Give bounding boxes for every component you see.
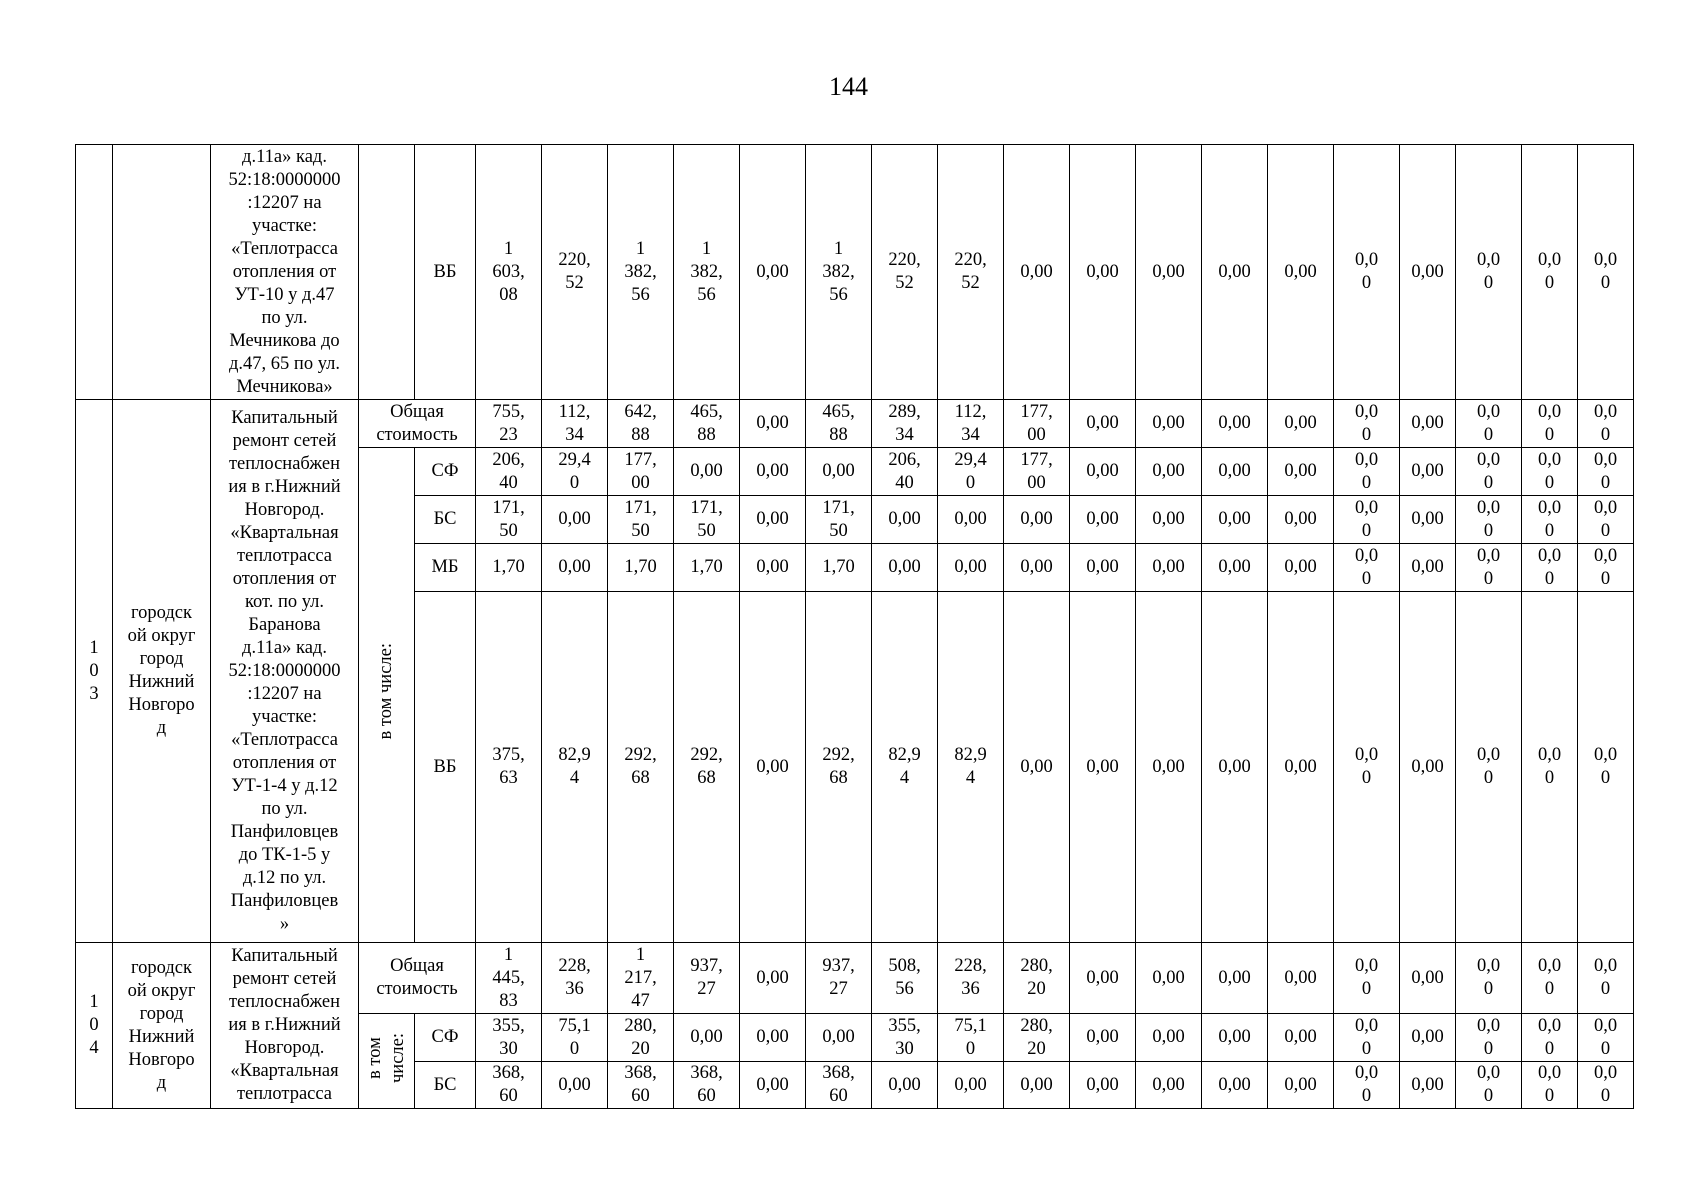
value-cell: 0,00	[740, 496, 806, 544]
value-cell: 0,0 0	[1334, 592, 1400, 943]
value-cell: 0,00	[1070, 1014, 1136, 1062]
table-row	[76, 400, 1690, 448]
value-cell: 1,70	[476, 544, 542, 592]
value-cell: 368, 60	[674, 1062, 740, 1109]
value-cell: 0,00	[1004, 1062, 1070, 1109]
value-cell: 0,0 0	[1456, 943, 1522, 1014]
description-cell: д.11а» кад. 52:18:0000000 :12207 на участке: «Теплотрасса отопления от УТ-10 у д.47 по ул. Мечникова до д.47, 65 по ул. Мечникова»	[211, 145, 359, 400]
subhead-label: в том числе:	[376, 643, 396, 740]
value-cell: 0,00	[1202, 544, 1268, 592]
value-cell: 228, 36	[542, 943, 608, 1014]
value-cell: 0,00	[1268, 592, 1334, 943]
value-cell: 368, 60	[476, 1062, 542, 1109]
value-cell: 0,0 0	[1522, 1062, 1578, 1109]
value-cell: 0,00	[1268, 448, 1334, 496]
value-cell: 0,00	[1202, 592, 1268, 943]
subhead-cell	[359, 145, 415, 400]
value-cell: 0,00	[1070, 145, 1136, 400]
value-cell: 0,0 0	[1578, 496, 1634, 544]
value-cell: 0,00	[1070, 592, 1136, 943]
value-cell: 289, 34	[872, 400, 938, 448]
value-cell: 368, 60	[608, 1062, 674, 1109]
value-cell: 0,00	[740, 1014, 806, 1062]
value-cell: 0,0 0	[1334, 448, 1400, 496]
row-number-cell	[76, 145, 113, 400]
value-cell: 0,00	[1004, 592, 1070, 943]
value-cell: 0,00	[1136, 544, 1202, 592]
value-cell: 29,4 0	[542, 448, 608, 496]
value-cell: 0,0 0	[1522, 544, 1578, 592]
source-label-cell: БС	[415, 496, 476, 544]
value-cell: 0,00	[542, 496, 608, 544]
value-cell: 355, 30	[872, 1014, 938, 1062]
value-cell: 0,00	[740, 943, 806, 1014]
value-cell: 0,00	[1070, 943, 1136, 1014]
value-cell: 0,00	[1202, 145, 1268, 400]
source-label-cell: БС	[415, 1062, 476, 1109]
value-cell: 0,00	[1268, 544, 1334, 592]
value-cell: 1,70	[674, 544, 740, 592]
row-number-cell: 1 0 3	[76, 400, 113, 943]
value-cell: 0,00	[1202, 496, 1268, 544]
value-cell: 0,00	[1070, 400, 1136, 448]
value-cell: 0,00	[674, 1014, 740, 1062]
value-cell: 82,9 4	[938, 592, 1004, 943]
value-cell: 220, 52	[938, 145, 1004, 400]
value-cell: 1 217, 47	[608, 943, 674, 1014]
value-cell: 280, 20	[608, 1014, 674, 1062]
value-cell: 0,00	[872, 496, 938, 544]
value-cell: 292, 68	[806, 592, 872, 943]
value-cell: 0,00	[1268, 400, 1334, 448]
value-cell: 508, 56	[872, 943, 938, 1014]
value-cell: 0,00	[1202, 1062, 1268, 1109]
value-cell: 0,00	[1400, 1062, 1456, 1109]
value-cell: 0,0 0	[1578, 400, 1634, 448]
value-cell: 0,0 0	[1456, 592, 1522, 943]
value-cell: 280, 20	[1004, 1014, 1070, 1062]
value-cell: 0,00	[1400, 145, 1456, 400]
row-number-cell: 1 0 4	[76, 943, 113, 1109]
value-cell: 937, 27	[806, 943, 872, 1014]
value-cell: 0,00	[1004, 496, 1070, 544]
value-cell: 171, 50	[806, 496, 872, 544]
value-cell: 0,00	[1136, 1014, 1202, 1062]
value-cell: 228, 36	[938, 943, 1004, 1014]
value-cell: 0,00	[1136, 400, 1202, 448]
value-cell: 1,70	[806, 544, 872, 592]
value-cell: 0,00	[1136, 1062, 1202, 1109]
value-cell: 280, 20	[1004, 943, 1070, 1014]
value-cell: 0,00	[872, 544, 938, 592]
value-cell: 0,00	[1136, 592, 1202, 943]
value-cell: 0,0 0	[1456, 448, 1522, 496]
source-label-cell: СФ	[415, 448, 476, 496]
description-cell: Капитальный ремонт сетей теплоснабжен ия в г.Нижний Новгород. «Квартальная теплотрасса отопления от кот. по ул. Баранова д.11а» кад. 52:18:0000000 :12207 на участке: «Теплотрасса отопления от УТ-1-4 у д.12 по ул. Панфиловцев до ТК-1-5 у д.12 по ул. Панфиловцев »	[211, 400, 359, 943]
total-label-cell: Общая стоимость	[359, 400, 476, 448]
value-cell: 0,00	[740, 1062, 806, 1109]
source-label-cell: ВБ	[415, 592, 476, 943]
value-cell: 0,0 0	[1334, 943, 1400, 1014]
value-cell: 0,0 0	[1456, 400, 1522, 448]
source-label-cell: ВБ	[415, 145, 476, 400]
value-cell: 0,0 0	[1522, 400, 1578, 448]
value-cell: 0,00	[1202, 400, 1268, 448]
value-cell: 0,00	[1202, 1014, 1268, 1062]
value-cell: 0,0 0	[1456, 1014, 1522, 1062]
value-cell: 0,0 0	[1456, 544, 1522, 592]
value-cell: 0,00	[1004, 145, 1070, 400]
value-cell: 0,0 0	[1522, 1014, 1578, 1062]
value-cell: 1 382, 56	[674, 145, 740, 400]
value-cell: 0,00	[938, 1062, 1004, 1109]
value-cell: 465, 88	[806, 400, 872, 448]
value-cell: 465, 88	[674, 400, 740, 448]
value-cell: 0,0 0	[1578, 145, 1634, 400]
value-cell: 29,4 0	[938, 448, 1004, 496]
value-cell: 0,0 0	[1522, 145, 1578, 400]
value-cell: 0,0 0	[1456, 1062, 1522, 1109]
municipality-cell: городск ой округ город Нижний Новгоро д	[113, 943, 211, 1109]
value-cell: 177, 00	[1004, 448, 1070, 496]
value-cell: 0,00	[1400, 943, 1456, 1014]
value-cell: 0,0 0	[1522, 448, 1578, 496]
value-cell: 0,00	[1400, 400, 1456, 448]
total-label-cell: Общая стоимость	[359, 943, 476, 1014]
value-cell: 0,00	[1400, 1014, 1456, 1062]
value-cell: 0,00	[1004, 544, 1070, 592]
value-cell: 0,0 0	[1334, 1014, 1400, 1062]
municipality-cell	[113, 145, 211, 400]
value-cell: 0,0 0	[1578, 943, 1634, 1014]
table-row	[76, 943, 1690, 1014]
value-cell: 206, 40	[872, 448, 938, 496]
value-cell: 292, 68	[674, 592, 740, 943]
value-cell: 0,0 0	[1578, 1062, 1634, 1109]
value-cell: 0,00	[1070, 1062, 1136, 1109]
value-cell: 0,0 0	[1578, 544, 1634, 592]
value-cell: 82,9 4	[872, 592, 938, 943]
value-cell: 0,00	[1136, 496, 1202, 544]
value-cell: 0,00	[542, 1062, 608, 1109]
value-cell: 1,70	[608, 544, 674, 592]
value-cell: 368, 60	[806, 1062, 872, 1109]
value-cell: 0,00	[1268, 145, 1334, 400]
subhead-cell	[359, 448, 415, 943]
value-cell: 292, 68	[608, 592, 674, 943]
value-cell: 0,0 0	[1578, 592, 1634, 943]
value-cell: 0,00	[542, 544, 608, 592]
value-cell: 1 382, 56	[608, 145, 674, 400]
value-cell: 0,00	[740, 400, 806, 448]
value-cell: 0,00	[1202, 448, 1268, 496]
value-cell: 75,1 0	[542, 1014, 608, 1062]
value-cell: 0,00	[806, 1014, 872, 1062]
value-cell: 755, 23	[476, 400, 542, 448]
value-cell: 171, 50	[674, 496, 740, 544]
value-cell: 0,00	[938, 496, 1004, 544]
value-cell: 0,00	[1400, 496, 1456, 544]
value-cell: 0,00	[872, 1062, 938, 1109]
value-cell: 0,00	[1268, 1062, 1334, 1109]
value-cell: 0,00	[1136, 145, 1202, 400]
value-cell: 171, 50	[608, 496, 674, 544]
value-cell: 0,0 0	[1522, 496, 1578, 544]
description-cell: Капитальный ремонт сетей теплоснабжен ия в г.Нижний Новгород. «Квартальная теплотрасса	[211, 943, 359, 1109]
value-cell: 0,00	[1070, 544, 1136, 592]
value-cell: 0,00	[1136, 943, 1202, 1014]
value-cell: 0,00	[1136, 448, 1202, 496]
value-cell: 112, 34	[542, 400, 608, 448]
value-cell: 0,0 0	[1578, 448, 1634, 496]
page-number: 144	[829, 72, 868, 101]
value-cell: 0,00	[1268, 1014, 1334, 1062]
value-cell: 75,1 0	[938, 1014, 1004, 1062]
value-cell: 0,00	[1400, 544, 1456, 592]
value-cell: 0,0 0	[1334, 544, 1400, 592]
value-cell: 0,00	[1070, 496, 1136, 544]
value-cell: 177, 00	[1004, 400, 1070, 448]
value-cell: 0,0 0	[1578, 1014, 1634, 1062]
value-cell: 0,00	[740, 544, 806, 592]
subhead-cell	[359, 1014, 415, 1109]
value-cell: 0,00	[1268, 943, 1334, 1014]
value-cell: 0,00	[938, 544, 1004, 592]
value-cell: 0,00	[1070, 448, 1136, 496]
value-cell: 1 445, 83	[476, 943, 542, 1014]
value-cell: 0,00	[674, 448, 740, 496]
value-cell: 1 603, 08	[476, 145, 542, 400]
value-cell: 0,00	[740, 448, 806, 496]
value-cell: 0,0 0	[1456, 496, 1522, 544]
value-cell: 0,00	[740, 145, 806, 400]
value-cell: 642, 88	[608, 400, 674, 448]
value-cell: 220, 52	[872, 145, 938, 400]
value-cell: 0,0 0	[1522, 943, 1578, 1014]
budget-table	[75, 144, 1690, 1109]
value-cell: 1 382, 56	[806, 145, 872, 400]
value-cell: 0,0 0	[1456, 145, 1522, 400]
value-cell: 0,00	[1268, 496, 1334, 544]
value-cell: 177, 00	[608, 448, 674, 496]
value-cell: 375, 63	[476, 592, 542, 943]
value-cell: 0,00	[806, 448, 872, 496]
value-cell: 937, 27	[674, 943, 740, 1014]
value-cell: 355, 30	[476, 1014, 542, 1062]
value-cell: 0,00	[1400, 592, 1456, 943]
value-cell: 0,0 0	[1334, 496, 1400, 544]
value-cell: 0,0 0	[1334, 1062, 1400, 1109]
value-cell: 0,0 0	[1334, 145, 1400, 400]
source-label-cell: СФ	[415, 1014, 476, 1062]
value-cell: 0,00	[740, 592, 806, 943]
value-cell: 0,0 0	[1522, 592, 1578, 943]
value-cell: 171, 50	[476, 496, 542, 544]
value-cell: 112, 34	[938, 400, 1004, 448]
value-cell: 206, 40	[476, 448, 542, 496]
source-label-cell: МБ	[415, 544, 476, 592]
municipality-cell: городск ой округ город Нижний Новгоро д	[113, 400, 211, 943]
subhead-label: в том числе:	[364, 1032, 408, 1083]
value-cell: 220, 52	[542, 145, 608, 400]
value-cell: 0,00	[1400, 448, 1456, 496]
value-cell: 82,9 4	[542, 592, 608, 943]
value-cell: 0,0 0	[1334, 400, 1400, 448]
value-cell: 0,00	[1202, 943, 1268, 1014]
table-row	[76, 145, 1690, 400]
